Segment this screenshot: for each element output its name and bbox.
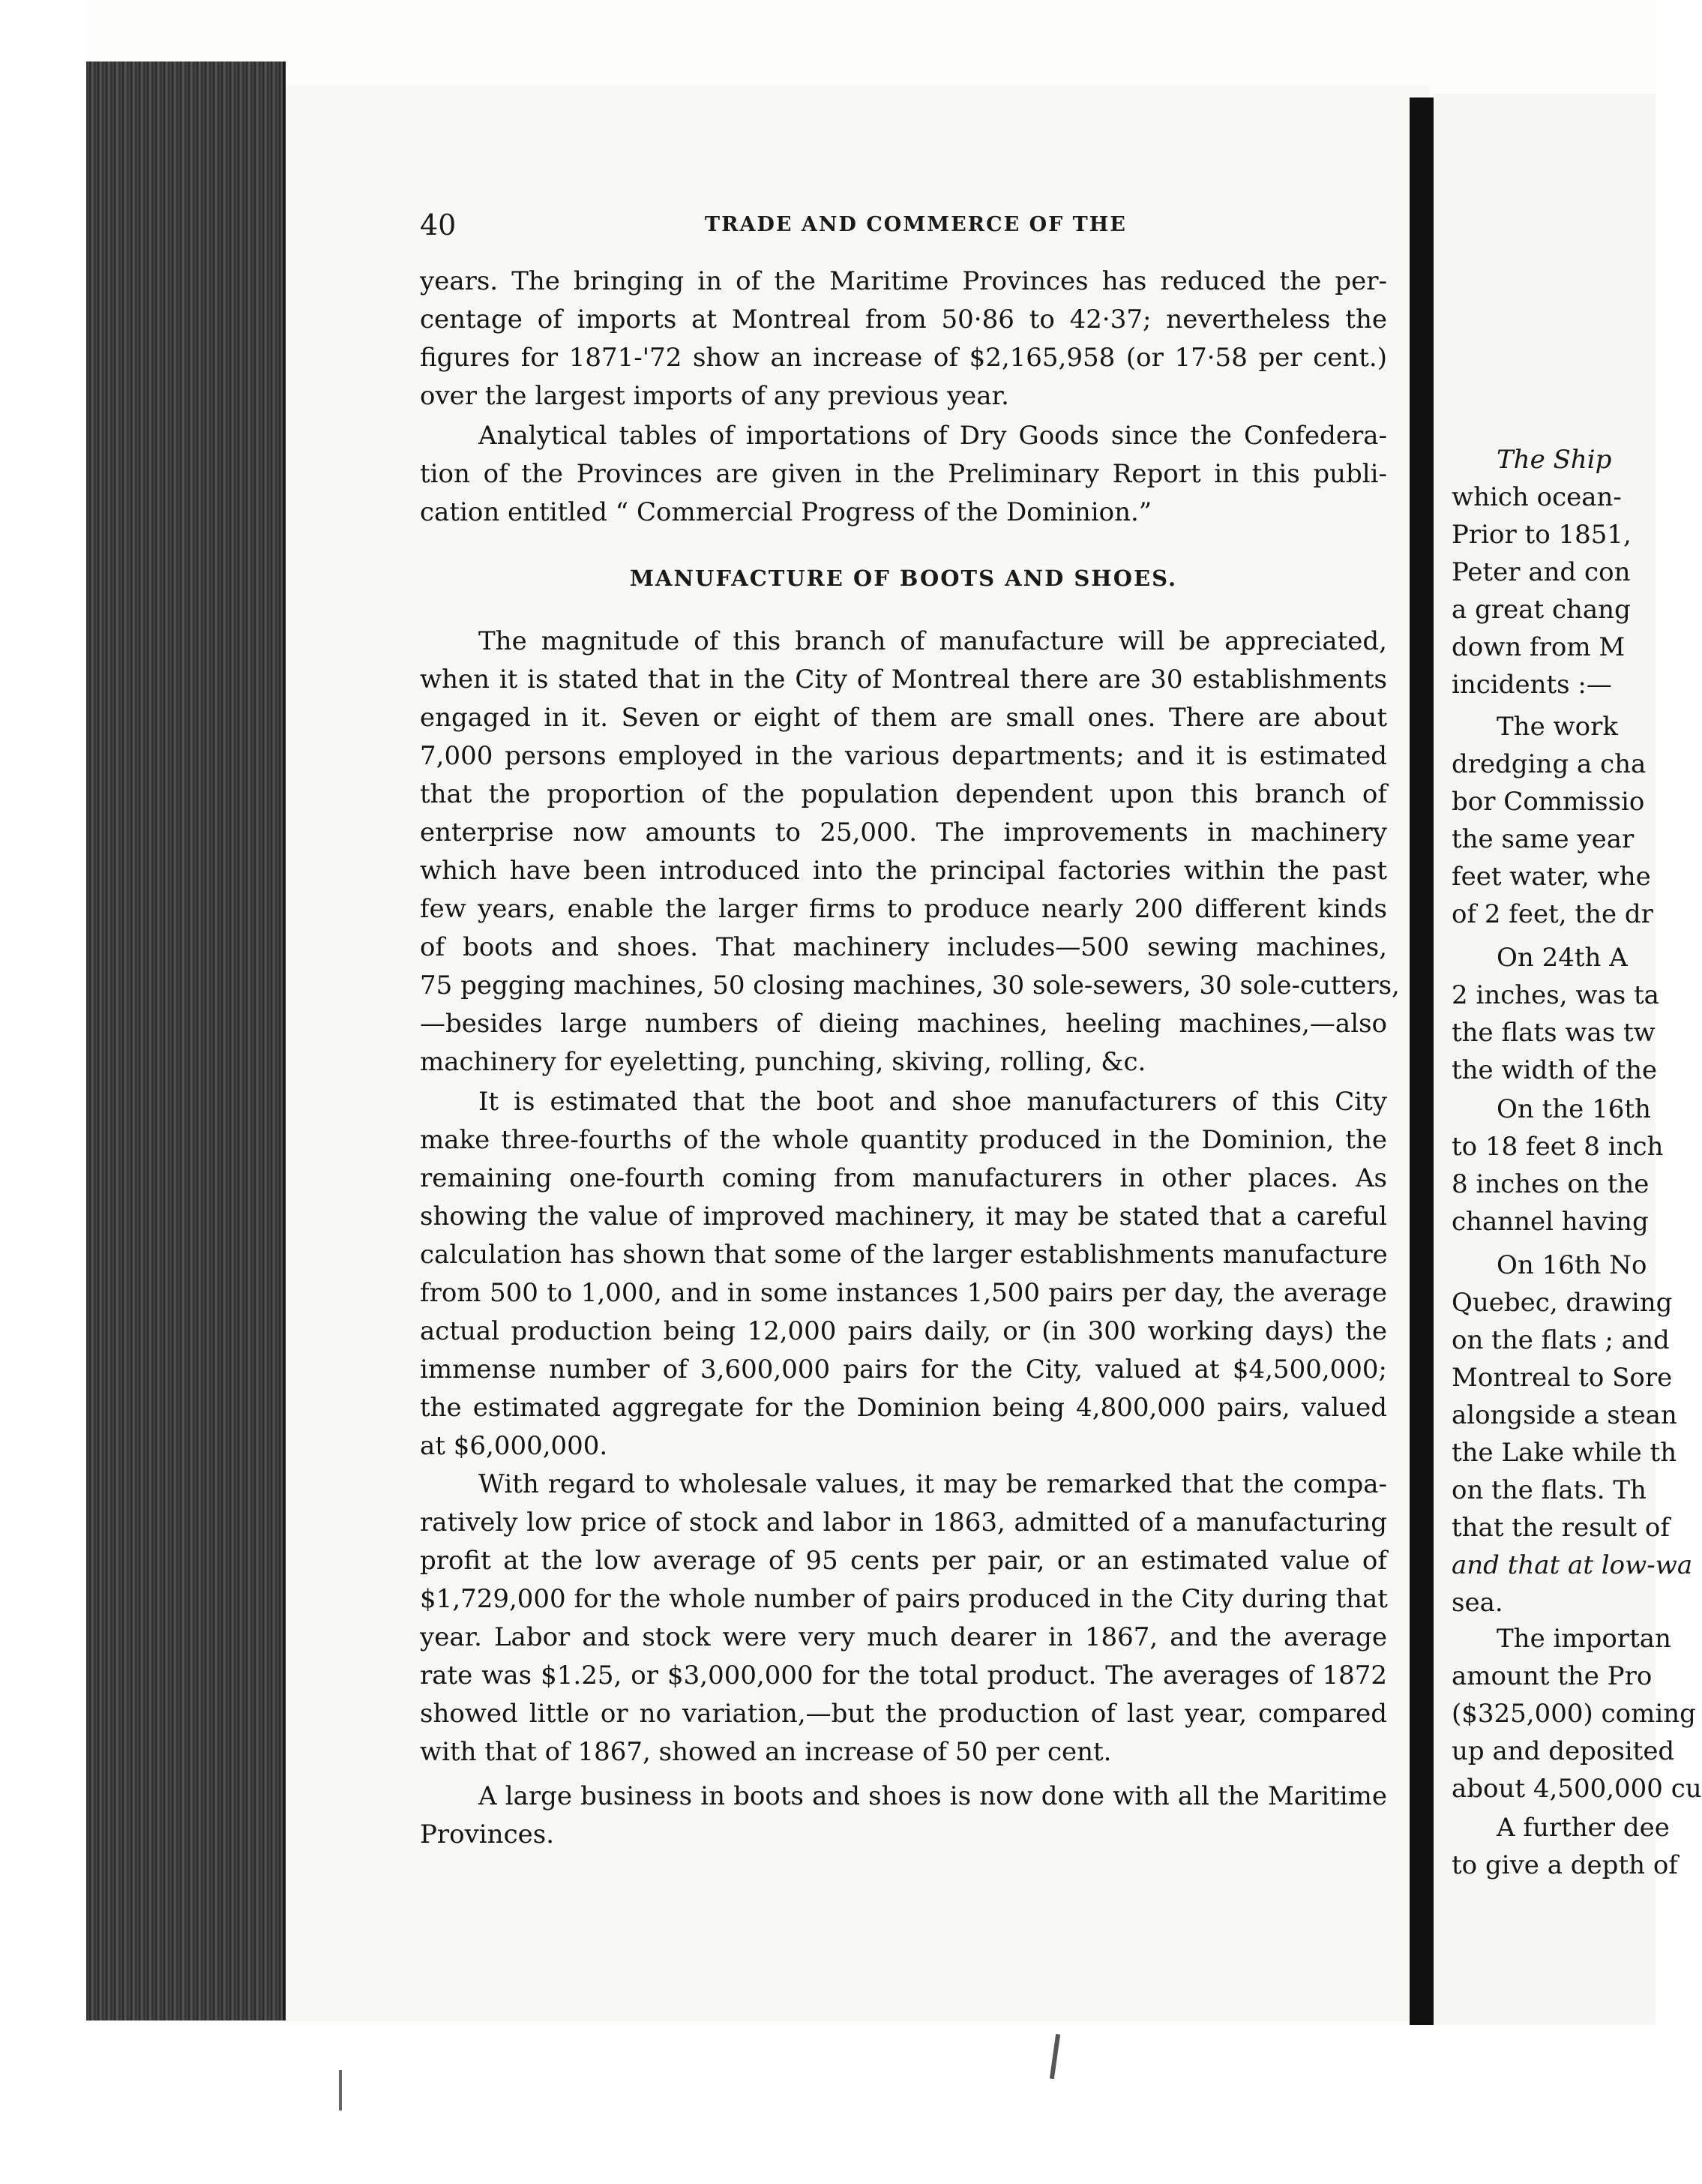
text-line: few years, enable the larger firms to produce nearly 200 different kinds bbox=[420, 894, 1387, 924]
text-line: The importan bbox=[1497, 1624, 1671, 1654]
text-line: that the result of bbox=[1452, 1513, 1670, 1543]
text-line: With regard to wholesale values, it may be remarked that the compa- bbox=[478, 1469, 1387, 1499]
text-line: centage of imports at Montreal from 50·86 to 42·37; nevertheless the bbox=[420, 304, 1387, 334]
page-header bbox=[420, 208, 1402, 242]
text-line: on the flats ; and bbox=[1452, 1325, 1670, 1355]
right-page-block-top bbox=[1452, 441, 1656, 704]
text-line: Analytical tables of importations of Dry Goods since the Confedera- bbox=[478, 421, 1387, 451]
right-page-block-16th-nov bbox=[1452, 1246, 1693, 1622]
text-line: showed little or no variation,—but the production of last year, compared bbox=[420, 1699, 1387, 1729]
text-line: alongside a stean bbox=[1452, 1400, 1677, 1430]
text-line: A further dee bbox=[1497, 1813, 1670, 1843]
right-page-block-further bbox=[1452, 1809, 1678, 1884]
paragraph-analytical-tables bbox=[420, 417, 1387, 532]
right-page-block-importance bbox=[1452, 1620, 1702, 1808]
paragraph-imports bbox=[420, 262, 1387, 416]
scan-margin-left bbox=[0, 0, 86, 2184]
text-line: The work bbox=[1497, 712, 1618, 742]
text-line: make three-fourths of the whole quantity produced in the Dominion, the bbox=[420, 1125, 1387, 1155]
text-line: A large business in boots and shoes is now done with all the Maritime bbox=[478, 1781, 1387, 1811]
text-line: at $6,000,000. bbox=[420, 1431, 608, 1461]
text-line: calculation has shown that some of the larger establishments manufacture bbox=[420, 1240, 1388, 1270]
paragraph-estimated-production bbox=[420, 1083, 1387, 1466]
text-line: that the proportion of the population dependent upon this branch of bbox=[420, 779, 1387, 809]
right-page-block-24th bbox=[1452, 939, 1659, 1089]
text-line: feet water, whe bbox=[1452, 862, 1651, 892]
text-line: up and deposited bbox=[1452, 1736, 1675, 1766]
page-number: 40 bbox=[420, 208, 457, 242]
text-line: down from M bbox=[1452, 632, 1626, 662]
text-line: dredging a cha bbox=[1452, 749, 1647, 779]
text-line: profit at the low average of 95 cents per pair, or an estimated value of bbox=[420, 1546, 1387, 1576]
text-line: ratively low price of stock and labor in 1863, admitted of a manufacturing bbox=[420, 1508, 1387, 1538]
text-line: over the largest imports of any previous year. bbox=[420, 381, 1009, 411]
text-line: from 500 to 1,000, and in some instances 1,500 pairs per day, the average bbox=[420, 1278, 1387, 1308]
text-line: years. The bringing in of the Maritime Provinces has reduced the per- bbox=[420, 266, 1387, 296]
text-line: Provinces. bbox=[420, 1820, 554, 1850]
text-line: Quebec, drawing bbox=[1452, 1288, 1673, 1318]
text-line: enterprise now amounts to 25,000. The improvements in machinery bbox=[420, 818, 1387, 848]
text-line: a great chang bbox=[1452, 595, 1631, 625]
text-line: 2 inches, was ta bbox=[1452, 980, 1659, 1010]
book-page-edges bbox=[86, 62, 286, 2020]
text-line: to give a depth of bbox=[1452, 1850, 1678, 1880]
text-line: showing the value of improved machinery, it may be stated that a careful bbox=[420, 1202, 1387, 1232]
text-line: On the 16th bbox=[1497, 1094, 1651, 1124]
text-line: channel having bbox=[1452, 1207, 1649, 1237]
text-line: which have been introduced into the principal factories within the past bbox=[420, 856, 1387, 886]
text-line: machinery for eyeletting, punching, skiving, rolling, &c. bbox=[420, 1047, 1146, 1077]
text-line: remaining one-fourth coming from manufacturers in other places. As bbox=[420, 1163, 1387, 1193]
text-line: of 2 feet, the dr bbox=[1452, 899, 1653, 929]
text-line: of boots and shoes. That machinery includes—500 sewing machines, bbox=[420, 932, 1387, 962]
text-line: On 16th No bbox=[1497, 1250, 1647, 1280]
text-line: the width of the bbox=[1452, 1055, 1658, 1085]
section-title: MANUFACTURE OF BOOTS AND SHOES. bbox=[629, 566, 1178, 591]
right-page-block-work bbox=[1452, 708, 1656, 933]
text-line: 75 pegging machines, 50 closing machines, 30 sole-sewers, 30 sole-cutters, bbox=[420, 970, 1400, 1000]
text-line: tion of the Provinces are given in the Preliminary Report in this publi- bbox=[420, 459, 1387, 489]
text-line: rate was $1.25, or $3,000,000 for the total product. The averages of 1872 bbox=[420, 1660, 1387, 1690]
text-line: On 24th A bbox=[1497, 943, 1628, 973]
text-line: The Ship bbox=[1497, 445, 1612, 475]
text-line: year. Labor and stock were very much dearer in 1867, and the average bbox=[420, 1622, 1387, 1652]
text-line: 8 inches on the bbox=[1452, 1169, 1650, 1199]
scan-artifact bbox=[339, 2070, 342, 2110]
text-line: $1,729,000 for the whole number of pairs produced in the City during that bbox=[420, 1584, 1388, 1614]
text-line: figures for 1871-'72 show an increase of $2,165,958 (or 17·58 per cent.) bbox=[420, 343, 1387, 373]
paragraph-maritime-business bbox=[420, 1778, 1387, 1854]
text-line: the Lake while th bbox=[1452, 1438, 1677, 1468]
text-line: The magnitude of this branch of manufacture will be appreciated, bbox=[478, 626, 1387, 656]
text-line: —besides large numbers of dieing machines, heeling machines,—also bbox=[420, 1009, 1387, 1039]
text-line: incidents :— bbox=[1452, 670, 1612, 700]
text-line: Peter and con bbox=[1452, 557, 1631, 587]
text-line: which ocean- bbox=[1452, 482, 1622, 512]
text-line: amount the Pro bbox=[1452, 1661, 1653, 1691]
text-line: on the flats. Th bbox=[1452, 1475, 1647, 1505]
book-gutter bbox=[1410, 98, 1434, 2062]
text-line: bor Commissio bbox=[1452, 787, 1645, 817]
text-line: the same year bbox=[1452, 824, 1635, 854]
running-title: TRADE AND COMMERCE OF THE bbox=[705, 213, 1127, 236]
right-page-block-16th bbox=[1452, 1090, 1664, 1240]
text-line: immense number of 3,600,000 pairs for the City, valued at $4,500,000; bbox=[420, 1354, 1387, 1384]
text-line: Montreal to Sore bbox=[1452, 1363, 1673, 1393]
text-line: actual production being 12,000 pairs daily, or (in 300 working days) the bbox=[420, 1316, 1387, 1346]
text-line: Prior to 1851, bbox=[1452, 520, 1632, 550]
text-line: engaged in it. Seven or eight of them are small ones. There are about bbox=[420, 703, 1387, 733]
scan-margin-bottom bbox=[0, 2025, 1656, 2184]
text-line: It is estimated that the boot and shoe manufacturers of this City bbox=[478, 1087, 1387, 1117]
text-line: and that at low-wa bbox=[1452, 1550, 1693, 1580]
text-line: ($325,000) coming bbox=[1452, 1699, 1696, 1729]
text-line: the flats was tw bbox=[1452, 1018, 1656, 1048]
paragraph-magnitude bbox=[420, 622, 1400, 1082]
text-line: with that of 1867, showed an increase of 50 per cent. bbox=[420, 1737, 1112, 1767]
text-line: sea. bbox=[1452, 1588, 1503, 1618]
text-line: about 4,500,000 cu bbox=[1452, 1774, 1702, 1804]
text-line: 7,000 persons employed in the various departments; and it is estimated bbox=[420, 741, 1387, 771]
text-line: cation entitled “ Commercial Progress of the Dominion.” bbox=[420, 497, 1152, 527]
text-line: to 18 feet 8 inch bbox=[1452, 1132, 1664, 1162]
text-line: when it is stated that in the City of Montreal there are 30 establishments bbox=[420, 664, 1387, 694]
paragraph-wholesale-values bbox=[420, 1466, 1387, 1772]
text-line: the estimated aggregate for the Dominion being 4,800,000 pairs, valued bbox=[420, 1393, 1387, 1423]
